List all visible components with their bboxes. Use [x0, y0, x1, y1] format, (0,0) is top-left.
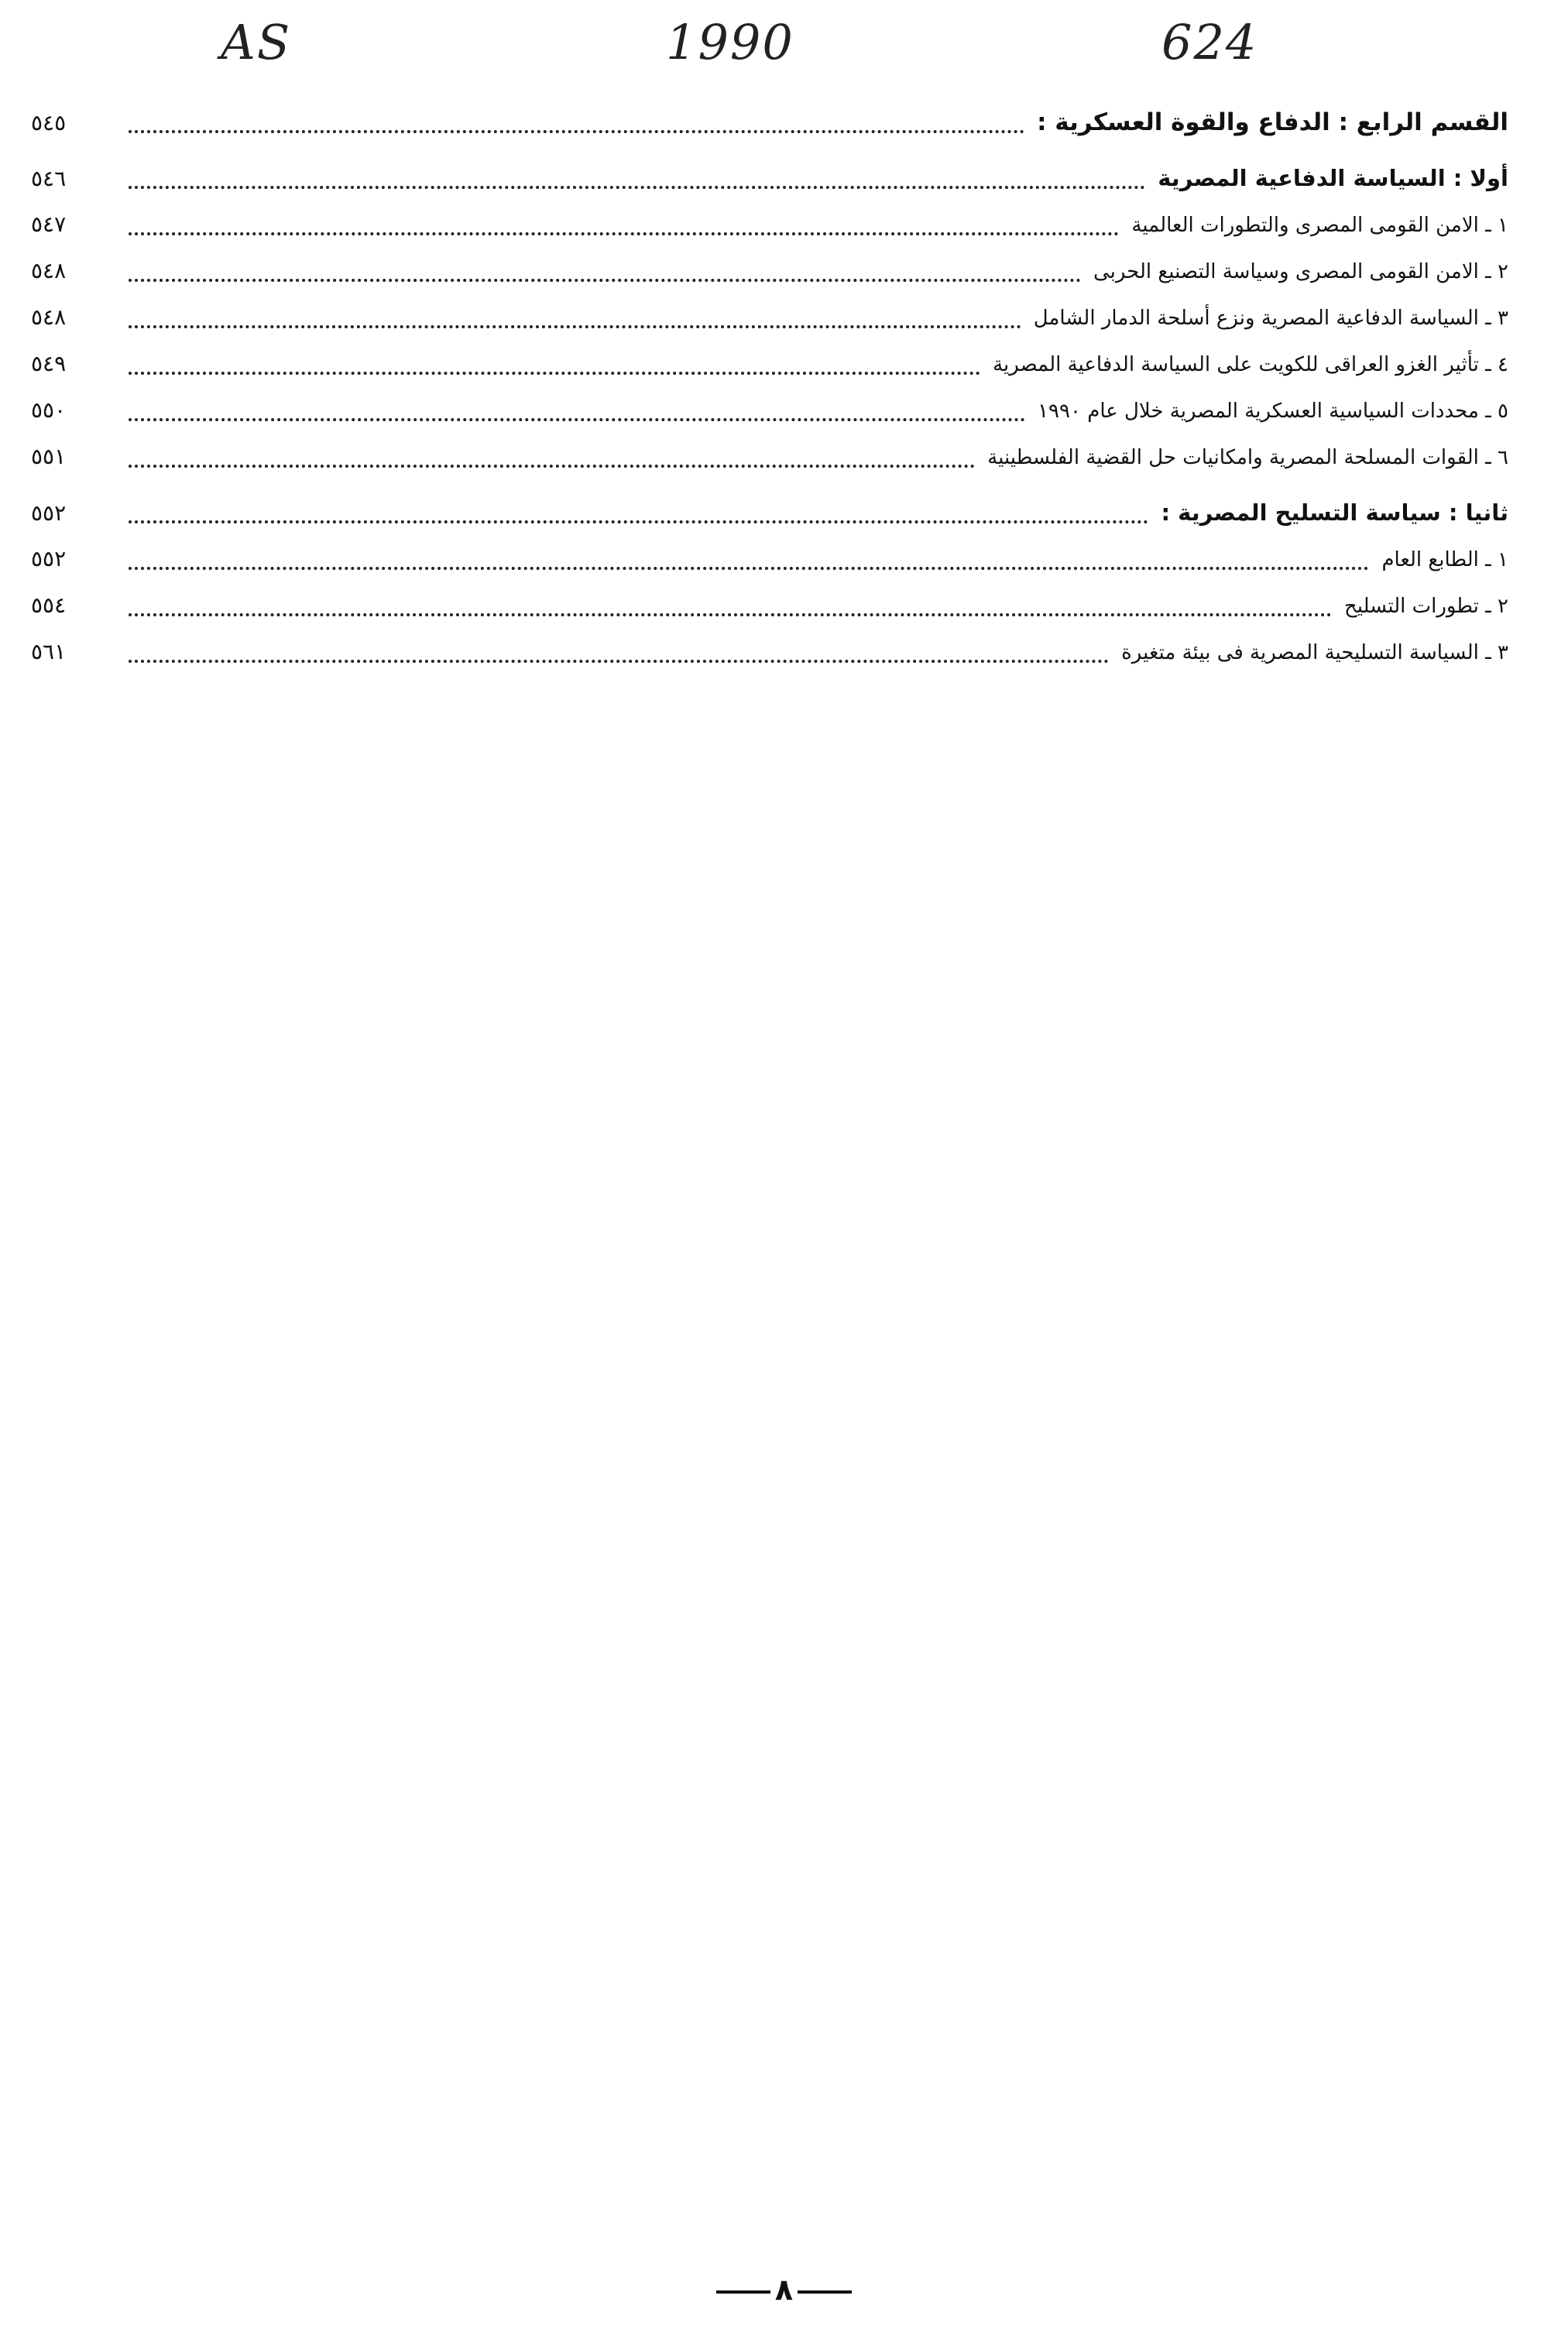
- toc-entry-title: ١ ـ الطابع العام: [1381, 548, 1508, 571]
- footer-dash: [798, 2290, 852, 2294]
- handwritten-annotation-number: 624: [1161, 14, 1258, 70]
- toc-entry-item: [31, 387, 1508, 434]
- toc-entry-title: ٢ ـ الامن القومى المصرى وسياسة التصنيع الحربى: [1093, 260, 1508, 283]
- dot-leader: [129, 325, 1021, 328]
- toc-entry-page: ٥٤٨: [31, 258, 67, 283]
- toc-entry-page: ٥٤٦: [31, 166, 67, 191]
- toc-entry-title: ٣ ـ السياسة الدفاعية المصرية ونزع أسلحة الدمار الشامل: [1033, 307, 1508, 330]
- toc-entry-item: [31, 201, 1508, 248]
- toc-entry-page: ٥٥٢: [31, 500, 67, 526]
- toc-entry-page: ٥٤٥: [31, 110, 67, 136]
- toc-entry-page: ٥٤٩: [31, 351, 67, 376]
- toc-entry-page: ٥٥١: [31, 444, 67, 469]
- toc-entry-item: [31, 629, 1508, 675]
- toc-entry-title: أولا : السياسة الدفاعية المصرية: [1158, 165, 1508, 191]
- toc-entry-title: القسم الرابع : الدفاع والقوة العسكرية :: [1037, 108, 1508, 136]
- toc-entry-item: [31, 248, 1508, 294]
- dot-leader: [129, 372, 980, 375]
- toc-entry-title: ٦ ـ القوات المسلحة المصرية وامكانيات حل القضية الفلسطينية: [987, 446, 1508, 469]
- toc-entry-title: ثانيا : سياسة التسليح المصرية :: [1161, 499, 1508, 526]
- handwritten-annotation-left: AS: [221, 14, 292, 70]
- dot-leader: [129, 520, 1148, 523]
- toc-entry-item: [31, 536, 1508, 582]
- toc-entry-item: [31, 582, 1508, 629]
- dot-leader: [129, 232, 1119, 235]
- dot-leader: [129, 660, 1109, 663]
- footer-dash: [716, 2290, 770, 2294]
- toc-entry-title: ١ ـ الامن القومى المصرى والتطورات العالمية: [1131, 214, 1508, 237]
- page-footer: [0, 2273, 1568, 2307]
- toc-entry-item: [31, 341, 1508, 387]
- toc-entry-title: ٤ ـ تأثير الغزو العراقى للكويت على السياسة الدفاعية المصرية: [993, 353, 1508, 376]
- toc-entry-page: ٥٥٤: [31, 592, 67, 618]
- dot-leader: [129, 465, 975, 468]
- toc-entry-title: ٥ ـ محددات السياسية العسكرية المصرية خلال عام ١٩٩٠: [1038, 400, 1508, 423]
- toc-entry-page: ٥٤٨: [31, 304, 67, 330]
- toc-entry-page: ٥٥٢: [31, 546, 67, 571]
- toc-entry-page: ٥٥٠: [31, 397, 67, 423]
- toc-entry-section-first: [31, 155, 1508, 201]
- toc-entry-section-second: [31, 489, 1508, 536]
- dot-leader: [129, 567, 1369, 570]
- dot-leader: [129, 279, 1081, 282]
- dot-leader: [129, 613, 1332, 616]
- toc-entry-page: ٥٦١: [31, 639, 67, 664]
- toc-entry-item: [31, 294, 1508, 341]
- toc-entry-page: ٥٤٧: [31, 211, 67, 237]
- toc-entry-title: ٣ ـ السياسة التسليحية المصرية فى بيئة متغيرة: [1121, 641, 1508, 664]
- dot-leader: [129, 418, 1025, 421]
- dot-leader: [129, 186, 1145, 189]
- toc-entry-part-four: [31, 99, 1508, 146]
- table-of-contents: [31, 99, 1508, 675]
- toc-entry-item: [31, 434, 1508, 480]
- handwritten-annotation-year: 1990: [666, 14, 794, 70]
- dot-leader: [129, 130, 1024, 133]
- toc-entry-title: ٢ ـ تطورات التسليح: [1343, 595, 1508, 618]
- page-number: ٨: [774, 2273, 794, 2307]
